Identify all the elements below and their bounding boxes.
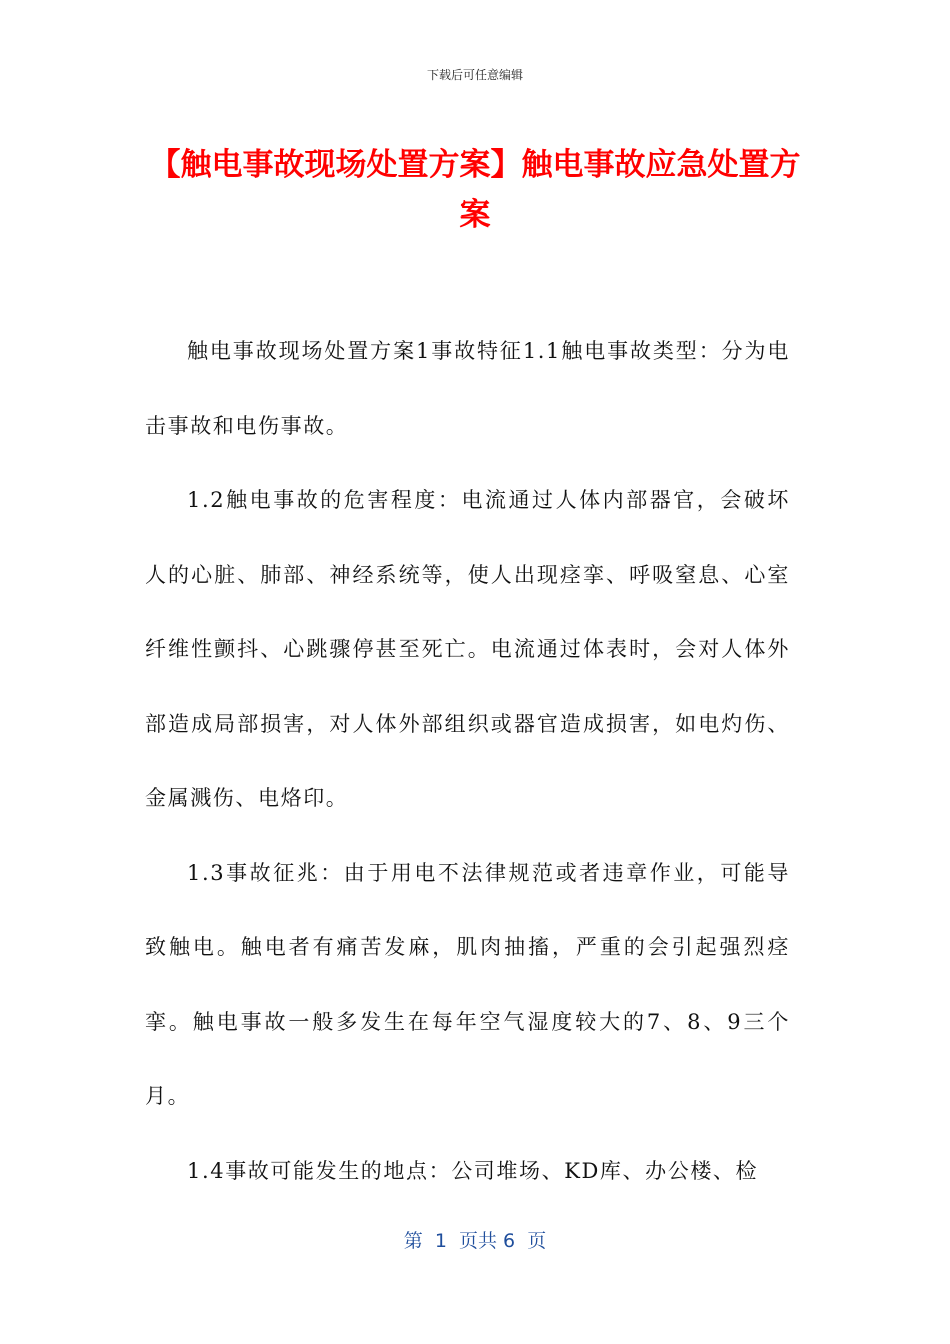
paragraph: 1.2触电事故的危害程度：电流通过人体内部器官，会破坏人的心脏、肺部、神经系统等，使人出现痉挛、呼吸窒息、心室纤维性颤抖、心跳骤停甚至死亡。电流通过体表时，会对人体外部造成局部损害，对人体外部组织或器官造成损害，如电灼伤、金属溅伤、电烙印。 — [145, 488, 790, 810]
paragraph: 1.4事故可能发生的地点：公司堆场、KD库、办公楼、检 — [187, 1158, 759, 1183]
document-body — [145, 314, 790, 1208]
paragraph: 1.3事故征兆：由于用电不法律规范或者违章作业，可能导致触电。触电者有痛苦发麻，肌肉抽搐，严重的会引起强烈痉挛。触电事故一般多发生在每年空气湿度较大的7、8、9三个月。 — [145, 860, 790, 1108]
paragraph: 触电事故现场处置方案1事故特征1.1触电事故类型：分为电击事故和电伤事故。 — [145, 339, 790, 438]
document-title: 【触电事故现场处置方案】触电事故应急处置方案 — [149, 147, 801, 233]
header-note: 下载后可任意编辑 — [426, 68, 523, 82]
page-footer: 第 1 页共 6 页 — [403, 1230, 547, 1252]
